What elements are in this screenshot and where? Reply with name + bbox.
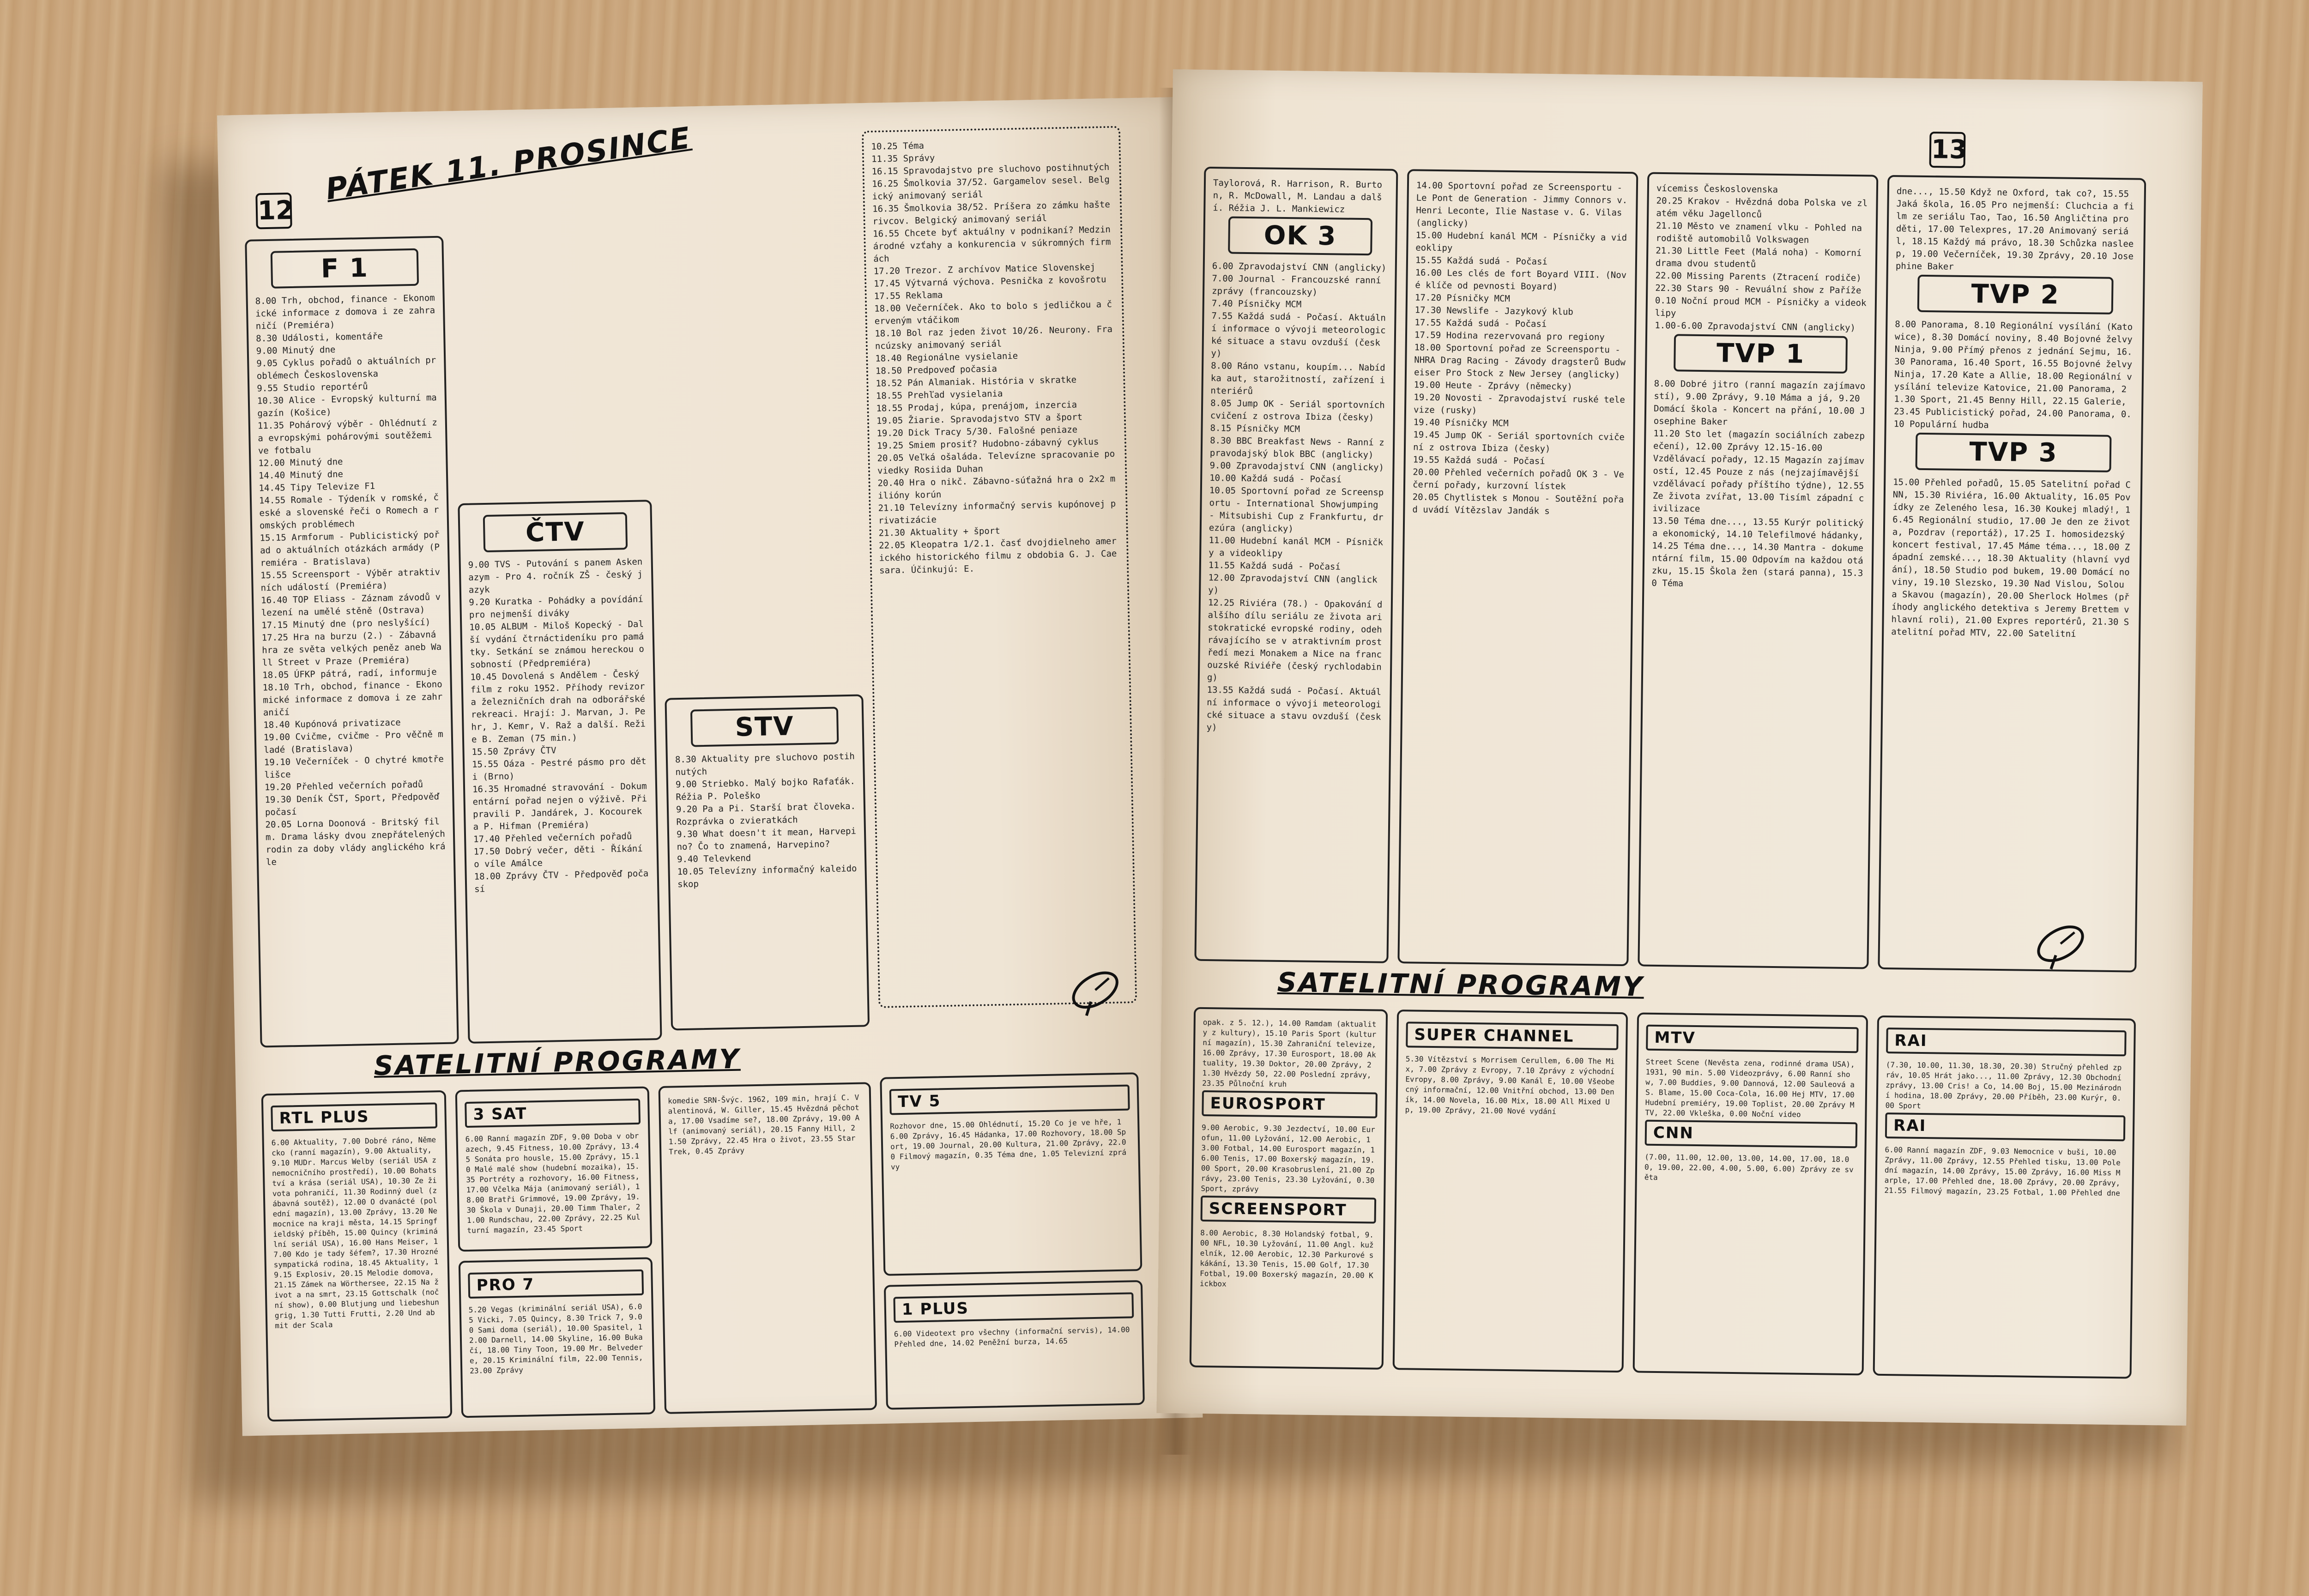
right-newspaper-page [1156, 69, 2202, 1426]
channel-column-tvp2-tvp3 [1878, 175, 2146, 973]
sat-program-screensport: 8.00 Aerobic, 8.30 Holandský fotbal, 9.00 NFL, 10.30 Lyžování, 11.00 Angl. kuželník, 12.00 Aerobic, 12.30 Parkurové skákání, 13.30 Tenis, 15.00 Golf, 17.30 Fotbal, 19.00 Boxerský magazín, 20.00 Kickbox [1199, 1228, 1374, 1288]
sat-program-super-channel: 5.30 Vítězství s Morrisem Cerullem, 6.00 The Mix, 7.00 Zprávy z Evropy, 7.10 Zprávy z východní Evropy, 8.00 Zprávy, 9.00 Kanál E, 10.00 Všeobecný informační, 12.00 Vnitřní obchod, 13.00 Deník, 14.00 Novela, 16.00 Mix, 18.00 All Mixed Up, 19.00 Zprávy, 21.00 Nové vydání [1405, 1054, 1615, 1116]
sat-program-mtv: Street Scene (Nevěsta zena, rodinné drama USA), 1931, 90 min. 5.00 Videozprávy, 6.00 Ranní show, 7.00 Buddies, 9.00 Dannová, 12.00 Sauleová a S. Blame, 15.00 Coca-Cola, 16.00 Hej MTV, 17.00 Hudební premiéry, 19.00 Toplist, 20.00 Zprávy MTV, 22.00 Vkleška, 0.00 Noční video [1645, 1057, 1855, 1119]
sat-column-mtv-cnn [1633, 1012, 1868, 1375]
sat-column-rtl-plus [261, 1090, 453, 1422]
channel-column-stv [665, 694, 870, 1030]
page-number-left: 12 [255, 193, 292, 229]
sat-column-3sat [455, 1086, 653, 1251]
program-list-tvp2: 8.00 Panorama, 8.10 Regionální vysílání (Katowice), 8.30 Domácí noviny, 8.40 Bojovné želvy Ninja, 9.00 Přímý přenos z jednání Sejmu, 16.30 Panorama, 16.40 Sport, 16.55 Bojovné želvy Ninja, 17.20 Kate a Allie, 18.00 Regionální vysílání televize Katovice, 21.00 Panorama, 21.30 Sport, 21.45 Benny Hill, 22.15 Galerie, 23.45 Publicistický pořad, 24.00 Panorama, 0.10 Populární hudba [1893, 319, 2133, 430]
sat-program-tv5-continued: opak. z 5. 12.), 14.00 Ramdam (aktuality z kultury), 15.10 Paris Sport (kulturní magazín), 15.30 Zahraniční televize, 16.00 Zprávy, 17.30 Eurosport, 18.00 Aktuality, 19.30 Doktor, 20.00 Zprávy, 21.30 Hvězdy 50, 22.00 Poslední zprávy, 23.35 Půlnoční kruh [1202, 1017, 1377, 1089]
program-list-tvp1: 8.00 Dobré jitro (ranní magazín zajímavostí), 9.00 Zprávy, 9.10 Máma a já, 9.20 Domácí škola - Koncert na přání, 10.00 Josephine Baker 11.20 Sto let (magazín sociálních zabezpečení), 12.00 Zprávy 12.15-16.00 Vzdělávací pořady, 12.15 Magazín zajímavostí, 12.45 Pouze z nás (nejzajímavější vzdělávací pořady příštího týdne), 12.55 Ze života zvířat, 13.00 Tisíml západní civilizace 13.50 Téma dne..., 13.55 Kurýr politický a ekonomický, 14.10 Telefilmové hádanky, 14.25 Téma dne..., 14.30 Mantra - dokumentární film, 15.00 Odpovím na každou otázku, 15.15 Škola žen (stará panna), 15.30 Téma [1651, 378, 1866, 589]
channel-column-f1 [245, 236, 459, 1048]
sat-program-pro7: 5.20 Vegas (kriminální seriál USA), 6.05 Vicki, 7.05 Quincy, 8.30 Trick 7, 9.00 Sami doma (seriál), 10.00 Spasitel, 12.00 Darnell, 14.00 Skyline, 16.00 Bukačí, 18.00 Tiny Toon, 19.00 Mr. Belvedere, 20.15 Kriminální film, 22.00 Tennis, 23.00 Zprávy [468, 1302, 643, 1375]
sat-channel-pro7: PRO 7 [468, 1270, 644, 1299]
program-list-f1: 8.00 Trh, obchod, finance - Ekonomické informace z domova i ze zahraničí (Premiéra) 8.30 Události, komentáře 9.00 Minutý dne 9.05 Cyklus pořadů o aktuálních problémech Československa 9.55 Studio reportérů 10.30 Alice - Evropský kulturní magazín (Košice) 11.35 Pohárový výběr - Ohlédnutí za evropskými pohárovými soutěžemi ve fotbalu 12.00 Minutý dne 14.40 Minutý dne 14.45 Tipy Televize F1 14.55 Romale - Týdeník v romské, české a slovenské řeči o Romech a romských problémech 15.15 Armforum - Publicistický pořad o aktuálních otázkách armády (Premiéra - Bratislava) 15.55 Screensport - Výběr atraktivních událostí (Premiéra) 16.40 TOP Eliass - Záznam závodů v lezení na umělé stěně (Ostrava) 17.15 Minutý dne (pro neslyšící) 17.25 Hra na burzu (2.) - Zábavná hra ze světa velkých peněz aneb Wall Street v Praze (Premiéra) 18.05 ÚFKP pátrá, radí, informuje 18.10 Trh, obchod, finance - Ekonomické informace z domova i ze zahraničí 18.40 Kupónová privatizace 19.00 Cvičme, cvičme - Pro věčně mladé (Bratislava) 19.10 Večerníček - O chytré kmotře lišce 19.20 Přehled večerních pořadů 19.30 Deník ČST, Sport, Předpověď počasí 20.05 Lorna Doonová - Britský film. Drama lásky dvou znepřátelených rodin za doby vlády anglického krále [255, 293, 446, 868]
program-list-ok3-continued: 14.00 Sportovní pořad ze Screensportu - Le Pont de Generation - Jimmy Connors v. Henri Leconte, Ilie Nastase v. G. Vilas (anglicky) 15.00 Hudební kanál MCM - Písničky a videoklipy 15.55 Každá sudá - Počasí 16.00 Les clés de fort Boyard VIII. (Nové klíče od pevnosti Boyard) 17.20 Písničky MCM 17.30 Newslife - Jazykový klub 17.55 Každá sudá - Počasí 17.59 Hodina rezervovaná pro regiony 18.00 Sportovní pořad ze Screensportu - NHRA Drag Racing - Závody dragsterů Budweiser Pro Stock z New Jersey (anglicky) 19.00 Heute - Zprávy (německy) 19.20 Novosti - Zpravodajství ruské televize (rusky) 19.40 Písničky MCM 19.45 Jump OK - Seriál sportovních cvičení z ostrova Ibiza (česky) 19.55 Každá sudá - Počasí 20.00 Přehled večerních pořadů OK 3 - Večerní pořady, kurzovní lístek 20.05 Chytlistek s Monou - Soutěžní pořad uvádí Vítězslav Jandák s [1412, 180, 1628, 517]
channel-column-tvp1 [1638, 172, 1878, 969]
sat-column-tv5 [880, 1072, 1142, 1276]
program-list-ctv: 9.00 TVS - Putování s panem Askenazym - Pro 4. ročník ZŠ - český jazyk 9.20 Kuratka - Pohádky a povídání pro nejmenší diváky 10.05 ALBUM - Miloš Kopecký - Další vydání čtrnáctideníku pro památky. Setkání se známou hereckou osobností (Předpremiéra) 10.45 Dovolená s Andělem - Český film z roku 1952. Příhody revizora železničních drah na odborářské rekreaci. Hrají: J. Marvan, J. Pehr, J. Kemr, V. Raž a další. Režie B. Zeman (75 min.) 15.50 Zprávy ČTV 15.55 Oáza - Pestré pásmo pro děti (Brno) 16.35 Hromadné stravování - Dokumentární pořad nejen o výživě. Připravili P. Jandárek, J. Kocourek a P. Hifman (Premiéra) 17.40 Přehled večerních pořadů 17.50 Dobrý večer, děti - Říkání o víle Amálce 18.00 Zprávy ČTV - Předpověď počasí [468, 556, 649, 895]
program-list-tvp1-continued: dne..., 15.50 Když ne Oxford, tak co?, 15.55 Jaká škola, 16.05 Pro nejmenší: Cluchcia a film ze seriálu Tao, Tao, 16.50 Angličtina pro děti, 17.00 Telexpres, 17.20 Animovaný seriál, 18.15 Každý má právo, 18.30 Schůzka nasleep, 19.00 Večerníček, 19.30 Zprávy, 20.10 Josephine Baker [1895, 186, 2134, 272]
program-list-tvp3: 15.00 Přehled pořadů, 15.05 Satelitní pořad CNN, 15.30 Riviéra, 16.00 Aktuality, 16.05 Povídky ze Zeleného lesa, 16.30 Koukej mladý!, 16.45 Regionální studio, 17.00 Je den ze života, Pozdrav (reportáž), 17.25 I. homosidezský koncert festival, 17.45 Máme téma..., 18.00 Západní zemské..., 18.30 Aktuality (hlavní vydání), 18.50 Studio pod bukem, 19.00 Domácí noviny, 19.10 Slezsko, 19.30 Nad Vislou, Solou a Skavou (magazín), 20.00 Sherlock Holmes (příhody anglického detektiva s Jeremy Brettem v hlavní roli), 21.00 Expres reportérů, 21.30 Satelitní pořad MTV, 22.00 Satelitní [1891, 477, 2131, 639]
sat-channel-rai-2: RAI [1885, 1112, 2126, 1141]
page-number-right: 13 [1929, 132, 1966, 168]
sat-program-3sat: 6.00 Ranní magazín ZDF, 9.00 Doba v obrazech, 9.45 Fitness, 10.00 Zprávy, 13.45 Sonáta pro housle, 15.00 Zprávy, 15.10 Malé malé show (hudební mozaika), 15.35 Portréty a rozhovory, 16.00 Fitness, 17.00 Včelka Mája (animovaný seriál), 18.00 Bratři Grimmové, 19.00 Zprávy, 19.30 Škola v Dunaji, 20.00 Timm Thaler, 21.00 Rundschau, 22.00 Zprávy, 22.25 Kulturní magazín, 23.45 Sport [465, 1131, 641, 1235]
sat-channel-screensport: SCREENSPORT [1201, 1196, 1377, 1224]
program-list-stv: 8.30 Aktuality pre sluchovo postihnutých 9.00 Striebko. Malý bojko Rafaťák. Réžia P. Poleško 9.20 Pa a Pi. Starší brat človeka. Rozprávka o zvieratkách 9.30 What doesn't it mean, Harvepino? Čo to znamená, Harvepino? 9.40 Televkend 10.05 Televízny informačný kaleidoskop [675, 751, 857, 890]
channel-name-f1: F 1 [271, 248, 419, 289]
channel-name-tvp1: TVP 1 [1674, 334, 1848, 374]
sat-column-rai [1873, 1016, 2136, 1379]
sat-column-tv5-continued [1190, 1007, 1388, 1370]
channel-name-stv: STV [690, 707, 839, 747]
sat-channel-super-channel: SUPER CHANNEL [1406, 1022, 1619, 1050]
sat-column-super-channel [1393, 1010, 1628, 1372]
sat-channel-rai-1: RAI [1886, 1028, 2127, 1056]
channel-column-ok3 [1194, 167, 1398, 963]
program-list-ok3-intro: Taylorová, R. Harrison, R. Burton, R. McDowall, M. Landau a další. Réžia J. L. Mankiewicz [1213, 178, 1383, 215]
channel-name-tvp2: TVP 2 [1917, 275, 2114, 314]
sat-column-1plus [884, 1280, 1145, 1410]
program-list-stv-continued: 10.25 Téma 11.35 Správy 16.15 Spravodajstvo pre sluchovo postihnutých 16.25 Šmolkovia 37/52. Gargamelov sesel. Belgický animovaný seriál 16.35 Šmolkovia 38/52. Príšera zo zámku hašterivcov. Belgický animovaný seriál 16.55 Chcete byť aktuálny v podnikaní? Medzinárodné vzťahy a konkurencia v súkromných firmách 17.20 Trezor. Z archívov Matice Slovenskej 17.45 Výtvarná výchova. Pesnička z kovošrotu 17.55 Reklama 18.00 Večerníček. Ako to bolo s jedličkou a červeným vtáčikom 18.10 Bol raz jeden život 10/26. Neurony. Francúzsky animovaný seriál 18.40 Regionálne vysielanie 18.50 Predpoveď počasia 18.52 Pán Almaniak. História v skratke 18.55 Prehľad vysielania 18.55 Prodaj, kúpa, prenájom, inzercia 19.05 Žiarie. Spravodajstvo STV a šport 19.20 Dick Tracy 5/30. Falošné peniaze 19.25 Smiem prosiť? Hudobno-zábavný cyklus 20.05 Veľká ošaláda. Televízne spracovanie poviedky Rosiida Duhan 20.40 Hra o nikč. Zábavno-súťažná hra o 2x2 milióny korún 21.10 Televízny informačný servis kupónovej privatizácie 21.30 Aktuality + šport 22.05 Kleopatra 1/2.1. časť dvojdielneho amerického historického filmu z obdobia G. J. Caesara. Účinkujú: E. [871, 140, 1117, 576]
channel-column-stv-continued [862, 126, 1137, 1008]
sat-program-rtl-plus: 6.00 Aktuality, 7.00 Dobré ráno, Německo (ranní magazín), 9.00 Aktuality, 9.10 MUDr. Marcus Welby (seriál USA z nemocničního prostředí), 10.00 Bohatství a krása (seriál USA), 10.30 Ze života pohraničí, 11.30 Rodinný duel (zábavná soutěž), 12.00 O dvanácté (polední magazín), 13.00 Zprávy, 13.20 Nemocnice na kraji města, 14.15 Springfieldský příběh, 15.00 Quincy (kriminální seriál USA), 16.00 Hans Meiser, 17.00 Kdo je tady šéfem?, 17.30 Hrozné sympatická rodina, 18.45 Aktuality, 19.15 Explosiv, 20.15 Melodie domova, 21.15 Zámek na Wörthersee, 22.15 Na život a na smrt, 23.15 Gottschalk (noční show), 0.00 Blutjung und liebeshungrig, 1.30 Tutti Frutti, 2.20 Und ab mit der Scala [271, 1135, 440, 1330]
sat-program-1plus: 6.00 Videotext pro všechny (informační servis), 14.00 Přehled dne, 14.02 Peněžní burza, 14.65 [894, 1325, 1130, 1349]
sat-column-3sat-continued [659, 1082, 877, 1414]
channel-name-ok3: OK 3 [1228, 216, 1372, 255]
sat-program-cnn: (7.00, 11.00, 12.00, 13.00, 14.00, 17.00, 18.00, 19.00, 22.00, 4.00, 5.00, 6.00) Zprávy ze světa [1644, 1152, 1854, 1182]
sat-channel-eurosport: EUROSPORT [1202, 1090, 1378, 1118]
channel-name-ctv: ČTV [483, 512, 628, 552]
sat-program-3sat-continued: komedie SRN-Švýc. 1962, 109 min, hrají C. Valentinová, W. Giller, 15.45 Hvězdná pěchota, 17.00 Vsadíme se?, 18.00 Zprávy, 19.00 Alf (animovaný seriál), 20.15 Fanny Hill, 21.50 Zprávy, 22.45 Hra o život, 23.55 Star Trek, 0.45 Zprávy [667, 1093, 860, 1156]
left-newspaper-page [217, 97, 1203, 1436]
sat-column-pro7 [459, 1257, 655, 1418]
program-list-ok3: 6.00 Zpravodajství CNN (anglicky) 7.00 Journal - Francouzské ranní zprávy (francouzsky) 7.40 Písničky MCM 7.55 Každá sudá - Počasí. Aktuální informace o vývoji meteorologické situace a stavu ovzduší (česky) 8.00 Ráno vstanu, koupím... Nabídka aut, starožitností, zařízení interiérů 8.05 Jump OK - Seriál sportovních cvičení z ostrova Ibiza (česky) 8.15 Písničky MCM 8.30 BBC Breakfast News - Ranní zpravodajský blok BBC (anglicky) 9.00 Zpravodajství CNN (anglicky) 10.00 Každá sudá - Počasí 10.05 Sportovní pořad ze Screensportu - International Showjumping - Mitsubishi Cup z Frankfurtu, drezúra (anglicky) 11.00 Hudební kanál MCM - Písničky a videoklipy 11.55 Každá sudá - Počasí 12.00 Zpravodajství CNN (anglicky) 12.25 Riviéra (78.) - Opakování dalšího dílu seriálu ze života aristokratické evropské rodiny, odehrávajícího se v atraktivním prostředí mezi Monakem a Nice na francouzské Riviéře (český rychlodabing) 13.55 Každá sudá - Počasí. Aktuální informace o vývoji meteorologické situace a stavu ovzduší (česky) [1206, 261, 1387, 733]
sat-channel-cnn: CNN [1645, 1120, 1858, 1149]
sat-channel-1plus: 1 PLUS [893, 1292, 1134, 1323]
sat-channel-tv5: TV 5 [889, 1084, 1130, 1115]
channel-column-ctv [458, 500, 662, 1044]
sat-program-rai-2: 6.00 Ranní magazín ZDF, 9.03 Nemocnice v buši, 10.00 Zprávy, 11.00 Zprávy, 12.55 Přehled tisku, 13.00 Polední magazín, 14.00 Zprávy, 15.00 Zprávy, 16.00 Miss Marple, 17.00 Přehled dne, 18.00 Zprávy, 20.00 Zprávy, 21.55 Filmový magazín, 23.25 Fotbal, 1.00 Přehled dne [1884, 1145, 2121, 1198]
satellite-section-title-left: SATELITNÍ PROGRAMY [373, 1043, 741, 1082]
sat-program-rai-1: (7.30, 10.00, 11.30, 18.30, 20.30) Stručný přehled zpráv, 10.05 Hrát jako..., 11.00 Zprávy, 12.30 Obchodní zprávy, 13.00 Cris! a Co, 14.00 Boj, 15.00 Mezinárodní hodina, 18.00 Zprávy, 20.00 Příběh, 23.00 Kurýr, 0.00 Sport [1885, 1060, 2122, 1110]
sat-channel-3sat: 3 SAT [465, 1099, 641, 1128]
satellite-section-title-right: SATELITNÍ PROGRAMY [1277, 966, 1644, 1003]
satellite-dish-icon [1065, 967, 1126, 1018]
sat-channel-rtl-plus: RTL PLUS [271, 1102, 437, 1131]
channel-name-tvp3: TVP 3 [1916, 433, 2112, 472]
day-title: PÁTEK 11. PROSINCE [323, 121, 694, 207]
sat-channel-mtv: MTV [1646, 1025, 1859, 1053]
satellite-dish-icon [2030, 920, 2091, 972]
program-list-ok3-late: vícemiss Československa 20.25 Krakov - Hvězdná doba Polska ve zlatém věku Jagellonců 21.10 Město ve znamení vlku - Pohled na rodiště automobilů Volkswagen 21.30 Little Feet (Malá noha) - Komorní drama dvou studentů 22.00 Missing Parents (Ztracení rodiče) 22.30 Stars 90 - Revuální show z Paříže 0.10 Noční proud MCM - Písničky a videoklipy 1.00-6.00 Zpravodajství CNN (anglicky) [1655, 183, 1868, 333]
sat-program-tv5: Rozhovor dne, 15.00 Ohlédnutí, 15.20 Co je ve hře, 16.00 Zprávy, 16.45 Hádanka, 17.00 Rozhovory, 18.00 Sport, 19.00 Journal, 20.00 Kultura, 21.00 Zprávy, 22.00 Filmový magazín, 0.35 Téma dne, 1.05 Televizní zprávy [890, 1117, 1127, 1172]
sat-program-eurosport: 9.00 Aerobic, 9.30 Jezdectví, 10.00 Eurofun, 11.00 Lyžování, 12.00 Aerobic, 13.00 Fotbal, 14.00 Eurosport magazín, 16.00 Tenis, 17.00 Boxerský magazín, 19.00 Sport, 20.00 Krasobruslení, 21.00 Zprávy, 23.00 Tenis, 23.30 Lyžování, 0.30 Sport, zprávy [1201, 1123, 1375, 1194]
channel-column-ok3-continued [1397, 169, 1638, 966]
